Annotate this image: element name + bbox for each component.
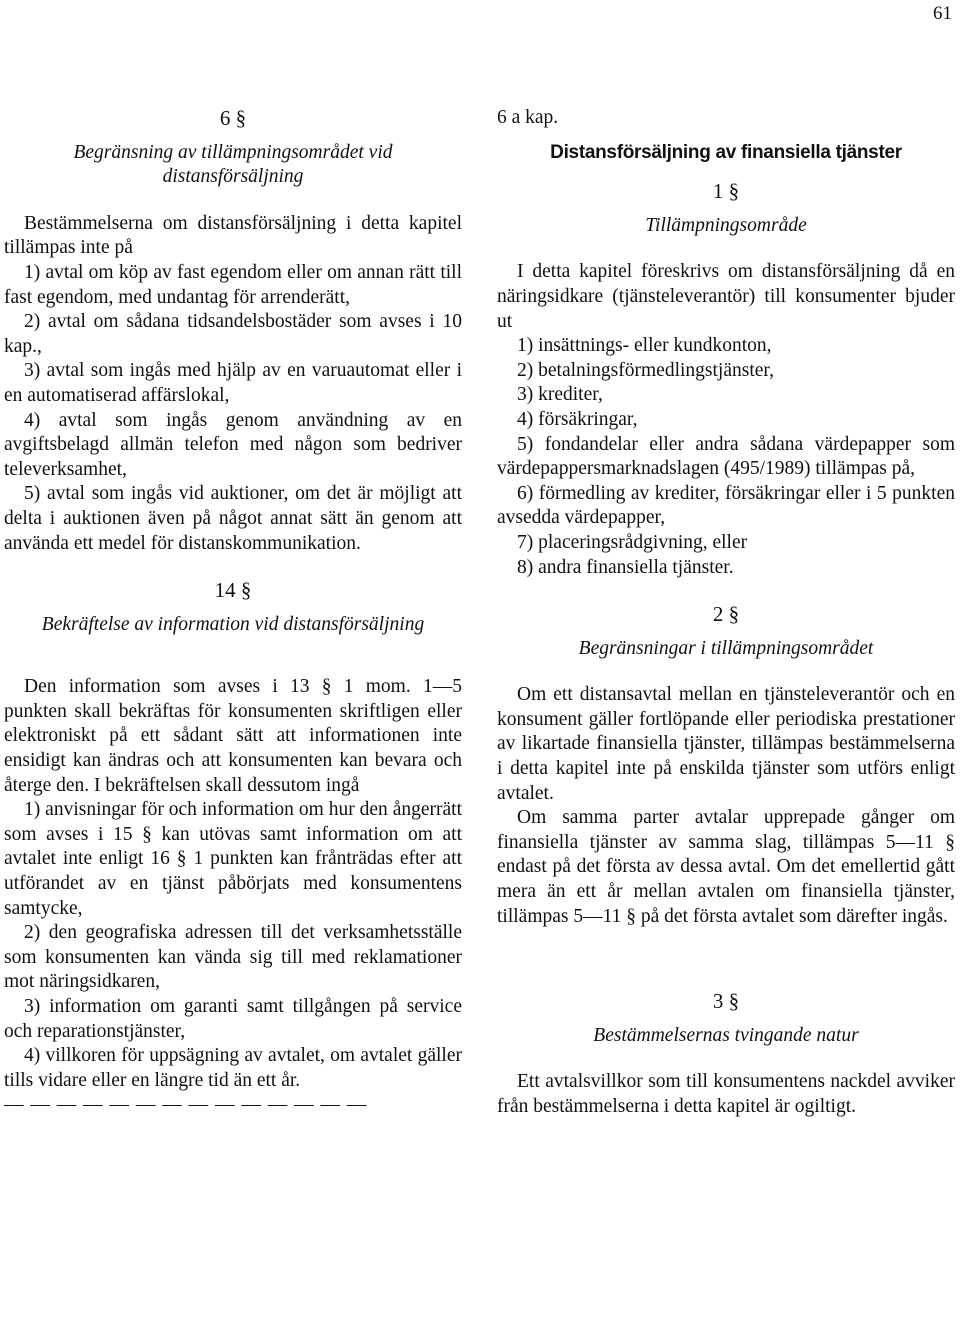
page-number: 61 — [933, 3, 952, 24]
list-item: 7) placeringsrådgivning, eller — [517, 531, 748, 553]
list-item: 4) försäkringar, — [517, 408, 638, 430]
paragraph: Ett avtalsvillkor som till konsumentens nackdel avviker från bestämmelserna i detta kapitel är ogiltigt. — [497, 1071, 955, 1117]
paragraph: Bestämmelserna om distansförsäljning i detta kapitel tillämpas inte på — [4, 212, 462, 259]
list-item: 3) avtal som ingås med hjälp av en varuautomat eller i en automatiserad affärslokal, — [4, 360, 462, 406]
paragraph: Om samma parter avtalar upprepade gånger om finansiella tjänster av samma slag, tillämpas 5—11 § endast på det första av dessa avtal. Om det emellertid gått mera än ett år mellan avtalen om finansiella tjänster, tillämpas 5—11 § på det första avtalet som därefter ingås. — [497, 807, 955, 927]
paragraph: Den information som avses i 13 § 1 mom. 1—5 punkten skall bekräftas för konsumenten skriftligen eller elektroniskt på ett sådant sätt att informationen inte ensidigt kan ändras och att konsumenten kan bevara och återge den. I bekräftelsen skall dessutom ingå — [4, 676, 462, 796]
list-item: 1) avtal om köp av fast egendom eller om annan rätt till fast egendom, med undantag för arrenderätt, — [4, 261, 462, 308]
section-6-sign: 6 § — [219, 106, 247, 130]
section-2-sign: 2 § — [712, 602, 740, 627]
section-3-title: Bestämmelsernas tvingande natur — [593, 1024, 859, 1046]
section-14-sign: 14 § — [214, 578, 252, 603]
section-3-sign: 3 § — [712, 989, 740, 1014]
paragraph: I detta kapitel föreskrivs om distansförsäljning då en näringsidkare (tjänsteleverantör) till konsumenter bjuder ut — [497, 261, 955, 332]
section-1-title: Tillämpningsområde — [645, 214, 807, 236]
list-item: 4) avtal som ingås genom användning av en avgiftsbelagd allmän telefon med någon som bedriver televerksamhet, — [4, 409, 462, 480]
list-item: 5) avtal som ingås vid auktioner, om det är möjligt att delta i auktionen även på något annat sätt än genom att använda ett medel för distanskommunikation. — [4, 483, 462, 554]
section-14-title: Bekräftelse av information vid distansförsäljning — [41, 613, 425, 635]
list-item: 2) den geografiska adressen till det verksamhetsställe som konsumenten kan vända sig till med reklamationer mot näringsidkaren, — [4, 922, 462, 993]
list-item: 1) anvisningar för och information om hur den ångerrätt som avses i 15 § kan utövas samt information om att avtalet inte enligt 16 § 1 punkten kan frånträdas efter att utförandet av en tjänst påbörjats med konsumentens samtycke, — [4, 799, 462, 919]
right-column — [497, 106, 955, 1120]
list-item: 2) avtal om sådana tidsandelsbostäder som avses i 10 kap., — [4, 311, 462, 357]
list-item: 8) andra finansiella tjänster. — [517, 556, 734, 578]
list-item: 2) betalningsförmedlingstjänster, — [517, 359, 774, 381]
section-2-title: Begränsningar i tillämpningsområdet — [578, 637, 874, 659]
list-item: 3) krediter, — [517, 384, 603, 406]
section-6-title: Begränsning av tillämpningsområdet vid distansförsäljning — [73, 141, 393, 188]
list-item: 5) fondandelar eller andra sådana värdepapper som värdepappersmarknadslagen (495/1989) tillämpas på, — [497, 433, 955, 480]
list-item: 3) information om garanti samt tillgången på service och reparationstjänster, — [4, 996, 462, 1042]
paragraph: Om ett distansavtal mellan en tjänsteleverantör och en konsument gäller fortlöpande eller periodiska prestationer av likartade finansiella tjänster, tillämpas bestämmelserna i detta kapitel inte på enskilda tjänster som utförs enligt avtalet. — [497, 684, 955, 804]
left-column — [4, 106, 462, 1118]
list-item: 6) förmedling av krediter, försäkringar eller i 5 punkten avsedda värdepapper, — [497, 482, 955, 529]
list-item: 1) insättnings- eller kundkonton, — [517, 335, 772, 357]
chapter-number: 6 a kap. — [497, 107, 559, 128]
section-1-sign: 1 § — [712, 179, 740, 204]
separator-dashes: — — — — — — — — — — — — — — — [4, 1094, 368, 1116]
chapter-title: Distansförsäljning av finansiella tjänster — [550, 141, 902, 163]
list-item: 4) villkoren för uppsägning av avtalet, om avtalet gäller tills vidare eller en längre tid än ett år. — [4, 1045, 462, 1091]
